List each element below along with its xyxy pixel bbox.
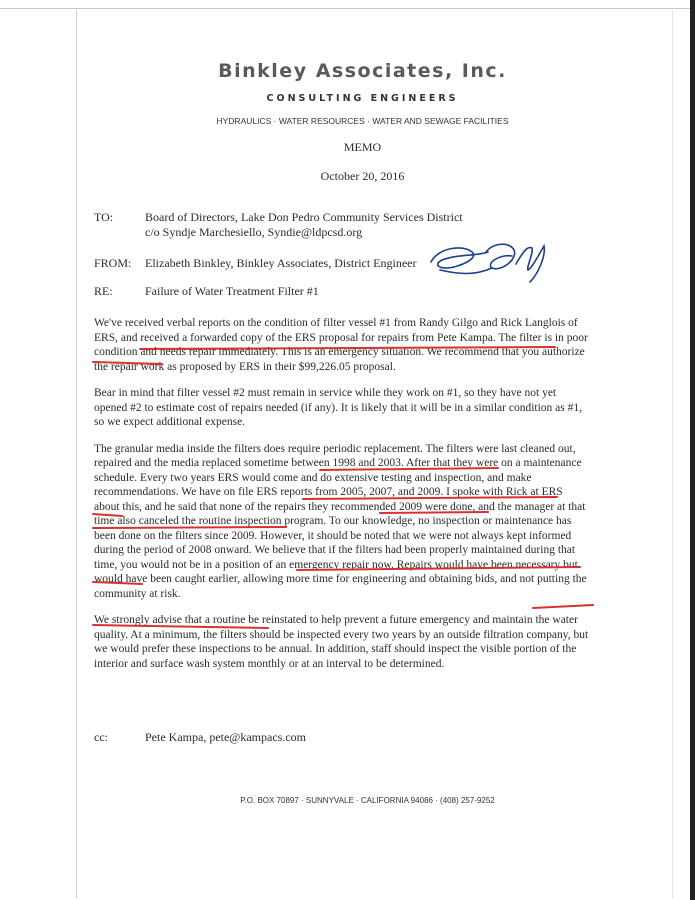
cc-value: Pete Kampa, pete@kampacs.com — [145, 730, 306, 744]
paragraph-3: The granular media inside the filters does require periodic replacement. The filters were last cleaned out, repaired and the media replaced sometime between 1998 and 2003. After that they were on a maintenance schedule. Every two years ERS would come and do extensive testing and inspection, and make recommendations. We have on file ERS reports from 2005, 2007, and 2009. I spoke with Rick at ERS about this, and he said that none of the repairs they recommended 2009 were done, and the manager at that time also canceled the routine inspection program. To our knowledge, no inspection or maintenance has been done on the filters since 2009. However, it should be noted that we were not always kept informed during the period of 2008 onward. We believe that if the filters had been properly maintained during that time, you would not be in a position of an emergency repair now. Repairs would have been necessary but would have been caught earlier, allowing more time for engineering and obtaining bids, and not putting the community at risk. — [94, 442, 587, 600]
paragraph-1: We've received verbal reports on the condition of filter vessel #1 from Randy Gilgo and Rick Langlois of ERS, and received a forwarded copy of the ERS proposal for repairs from Pete Kampa. The filter is in poor condition and needs repair immediately. This is an emergency situation. We recommend that you authorize the repair work as proposed by ERS in their $99,226.05 proposal. — [94, 317, 588, 373]
re-value: Failure of Water Treatment Filter #1 — [145, 284, 319, 298]
company-name: Binkley Associates, Inc. — [218, 60, 507, 82]
memo-heading: MEMO — [343, 140, 382, 154]
company-subtitle: CONSULTING ENGINEERS — [266, 93, 459, 104]
re-label: RE: — [94, 284, 113, 298]
letterhead — [0, 60, 695, 184]
memo-body — [94, 316, 590, 683]
to-line-1: Board of Directors, Lake Don Pedro Community Services District — [145, 210, 463, 224]
paragraph-4: We strongly advise that a routine be reinstated to help prevent a future emergency and maintain the water quality. At a minimum, the filters should be inspected every two years by an outside filtration company, but we would prefer these inspections to be annual. In addition, staff should inspect the visible portion of the interior and surface wash system monthly or at an interval to be determined. — [94, 614, 589, 670]
cc-label: cc: — [94, 730, 108, 744]
to-value — [145, 210, 463, 240]
footer-address: P.O. BOX 70897 · SUNNYVALE · CALIFORNIA 94086 · (408) 257-9252 — [240, 796, 495, 805]
signature-icon — [428, 238, 558, 293]
memo-date: October 20, 2016 — [320, 169, 405, 183]
company-services: HYDRAULICS · WATER RESOURCES · WATER AND SEWAGE FACILITIES — [216, 116, 509, 126]
to-line-2: c/o Syndje Marchesiello, Syndie@ldpcsd.org — [145, 225, 363, 239]
from-label: FROM: — [94, 256, 132, 270]
from-value: Elizabeth Binkley, Binkley Associates, District Engineer — [145, 256, 417, 270]
page-edge-top — [0, 8, 695, 9]
to-label: TO: — [94, 210, 114, 224]
paragraph-2: Bear in mind that filter vessel #2 must remain in service while they work on #1, so they have not yet opened #2 to estimate cost of repairs needed (if any). It is likely that it will be in a similar condition as #1, so we expect additional expense. — [94, 387, 582, 428]
